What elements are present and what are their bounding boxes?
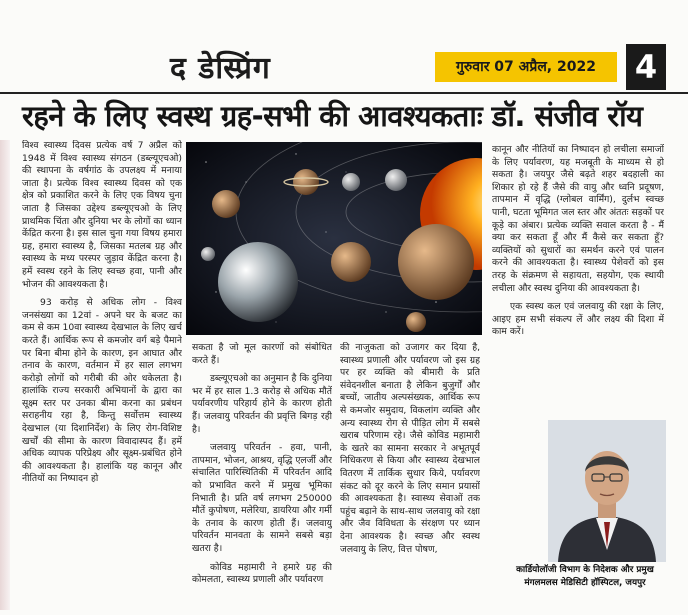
col4-paragraph-1: कानून और नीतियों का निष्पादन हो लचीला समाजों के लिए पर्यावरण, यह मजबूती के माध्यम से हो सकता है। जयपुर जैसे बढ़ते शहर बदहाली का शिकार हो रहे हैं जैसे की वायु और ध्वनि प्रदूषण, तापमान में वृद्धि (ग्लोबल वार्मिंग), दुर्लभ स्वच्छ पानी, घटता भूमिगत जल स्तर और अंततः सड़कों पर कूड़े का अंबार। प्रत्येक व्यक्ति सवाल करता है - मैं क्या कर सकता हूँ और मैं कैसे कर सकता हूँ? व्यक्तियों को सुधारों का समर्थन करने एवं पालन करने की आवश्यकता है। स्वास्थ्य पेशेवरों को इस तरह के संक्रमण से सहायता, सहयोग, एक स्थायी लचीला और स्वस्थ दुनिया की आवश्यकता है। xyxy=(492,144,664,294)
date-badge: गुरुवार 07 अप्रैल, 2022 xyxy=(435,52,617,82)
solar-system-illustration xyxy=(186,142,482,335)
col1-paragraph-2: 93 करोड़ से अधिक लोग - विश्व जनसंख्या का 12वां - अपने घर के बजट का कम से कम 10वा स्वास्थ्य देखभाल के लिए खर्च करते हैं। आर्थिक रूप से कमजोर वर्ग बड़े पैमाने पर बिना बीमा होने के कारण, इन आघात और तनाव के कारण, वर्तमान में हर साल लगभग करोड़ो लोगों को गरीबी की ओर धकेलता है। हालांकि राज्य सरकारी अभियानों के द्वारा का सूक्ष्म स्तर पर उनका बीमा करना का प्रबंधन सराहनीय रहा है, किन्तु सर्वोत्तम स्वास्थ्य देखभाल (या दिशानिर्देश) के लिए रोग-विशिष्ट खर्चों की सीमा के कारण विवादास्पद हैं। हमें अधिक व्यापक परिप्रेक्ष्य और सूक्ष्म-प्रबंधित होने की आवश्यकता है। हालांकि यह कानून और नीतियों का निष्पादन हो xyxy=(22,297,182,485)
caption-line-2: मंगलमलस मेडिसिटी हॉस्पिटल, जयपुर xyxy=(524,578,646,588)
solar-system-image xyxy=(186,142,482,335)
article-column-3 xyxy=(340,342,480,610)
article-column-4 xyxy=(492,144,664,414)
author-caption xyxy=(500,564,670,590)
col1-paragraph-1: विश्व स्वास्थ्य दिवस प्रत्येक वर्ष 7 अप्रैल को 1948 में विश्व स्वास्थ्य संगठन (डब्ल्यूएचओ) की स्थापना के वर्षगांठ के उपलक्ष्य में मनाया जाता है। प्रत्येक विश्व स्वास्थ्य दिवस को एक क्षेत्र को प्रकाशित करने के लिए एक विषय चुना जाता है जिसका उद्देश्य डब्ल्यूएचओ के लिए प्राथमिक चिंता और दुनिया भर के लोगों का ध्यान केंद्रित करना है। इस साल चुना गया विषय हमारा ग्रह, हमारा स्वास्थ्य है, जिसका मतलब ग्रह और स्वास्थ्य के मध्य परस्पर जुड़ाव केंद्रित करना है। हमें स्वस्थ रहने के लिए स्वच्छ हवा, पानी और भोजन की आवश्यकता है। xyxy=(22,140,182,290)
paper-name: द डेस्प्रिंग xyxy=(170,51,271,86)
masthead xyxy=(0,38,688,94)
article-headline: रहने के लिए स्वस्थ ग्रह-सभी की आवश्यकताः डॉ. संजीव रॉय xyxy=(22,99,643,133)
col4-paragraph-2: एक स्वस्थ कल एवं जलवायु की रक्षा के लिए, आइए हम सभी संकल्प लें और लक्ष्य की दिशा में काम करें। xyxy=(492,301,664,338)
caption-line-1: कार्डियोलॉजी विभाग के निदेशक और प्रमुख xyxy=(516,565,654,575)
page-edge-strip xyxy=(0,140,10,610)
page-number: 4 xyxy=(626,44,666,90)
col2-paragraph-2: डब्ल्यूएचओ का अनुमान है कि दुनिया भर में हर साल 1.3 करोड़ से अधिक मौतें पर्यावरणीय परिहार्य होने के कारण होती हैं। जलवायु परिवर्तन की प्रवृत्ति बिगड़ रही है। xyxy=(192,373,332,435)
col2-paragraph-1: सकता है जो मूल कारणों को संबोधित करते हैं। xyxy=(192,342,332,366)
author-portrait xyxy=(548,420,666,562)
article-column-1 xyxy=(22,140,182,610)
col3-paragraph-1: की नाजुकता को उजागर कर दिया है, स्वास्थ्य प्रणाली और पर्यावरण जो इस ग्रह पर हर व्यक्ति को बीमारी के प्रति संवेदनशील बनाता है लेकिन बुजुर्गों और बच्चों, जातीय अल्पसंख्यक, आर्थिक रूप से कमजोर समुदाय, विकलांग व्यक्ति और अन्य स्वास्थ्य रोग से पीड़ित लोग में सबसे खराब परिणाम रहे। जैसे कोविड महामारी के खतरे का सामना सरकार ने अभूतपूर्व निधिकरण से किया और स्वास्थ्य देखभाल वितरण में तार्किक सुधार किये, पर्यावरण संकट को दूर करने के लिए समान प्रयासों की आवश्यकता है। स्वास्थ्य सेवाओं तक पहुंच बढ़ाने के साथ-साथ जलवायु को रक्षा और जैव विविधता के संरक्षण पर ध्यान देना आवश्यक है। स्वच्छ और स्वस्थ जलवायु के लिए, वित्त पोषण, xyxy=(340,342,480,555)
col2-paragraph-4: कोविड महामारी ने हमारे ग्रह की कोमलता, स्वास्थ्य प्रणाली और पर्यावरण xyxy=(192,561,332,586)
article-column-2 xyxy=(192,342,332,610)
col2-paragraph-3: जलवायु परिवर्तन - हवा, पानी, तापमान, भोजन, आश्रय, वृद्धि एलर्जी और संचालित पारिस्थितिकी में परिवर्तन आदि को प्रभावित करने में प्रमुख भूमिका निभाती है। प्रति वर्ष लगभग 250000 मौतें कुपोषण, मलेरिया, डायरिया और गर्मी के तनाव के कारण होती हैं। जलवायु परिवर्तन मानवता के सामने सबसे बड़ा खतरा है। xyxy=(192,442,332,554)
author-photo xyxy=(548,420,666,562)
